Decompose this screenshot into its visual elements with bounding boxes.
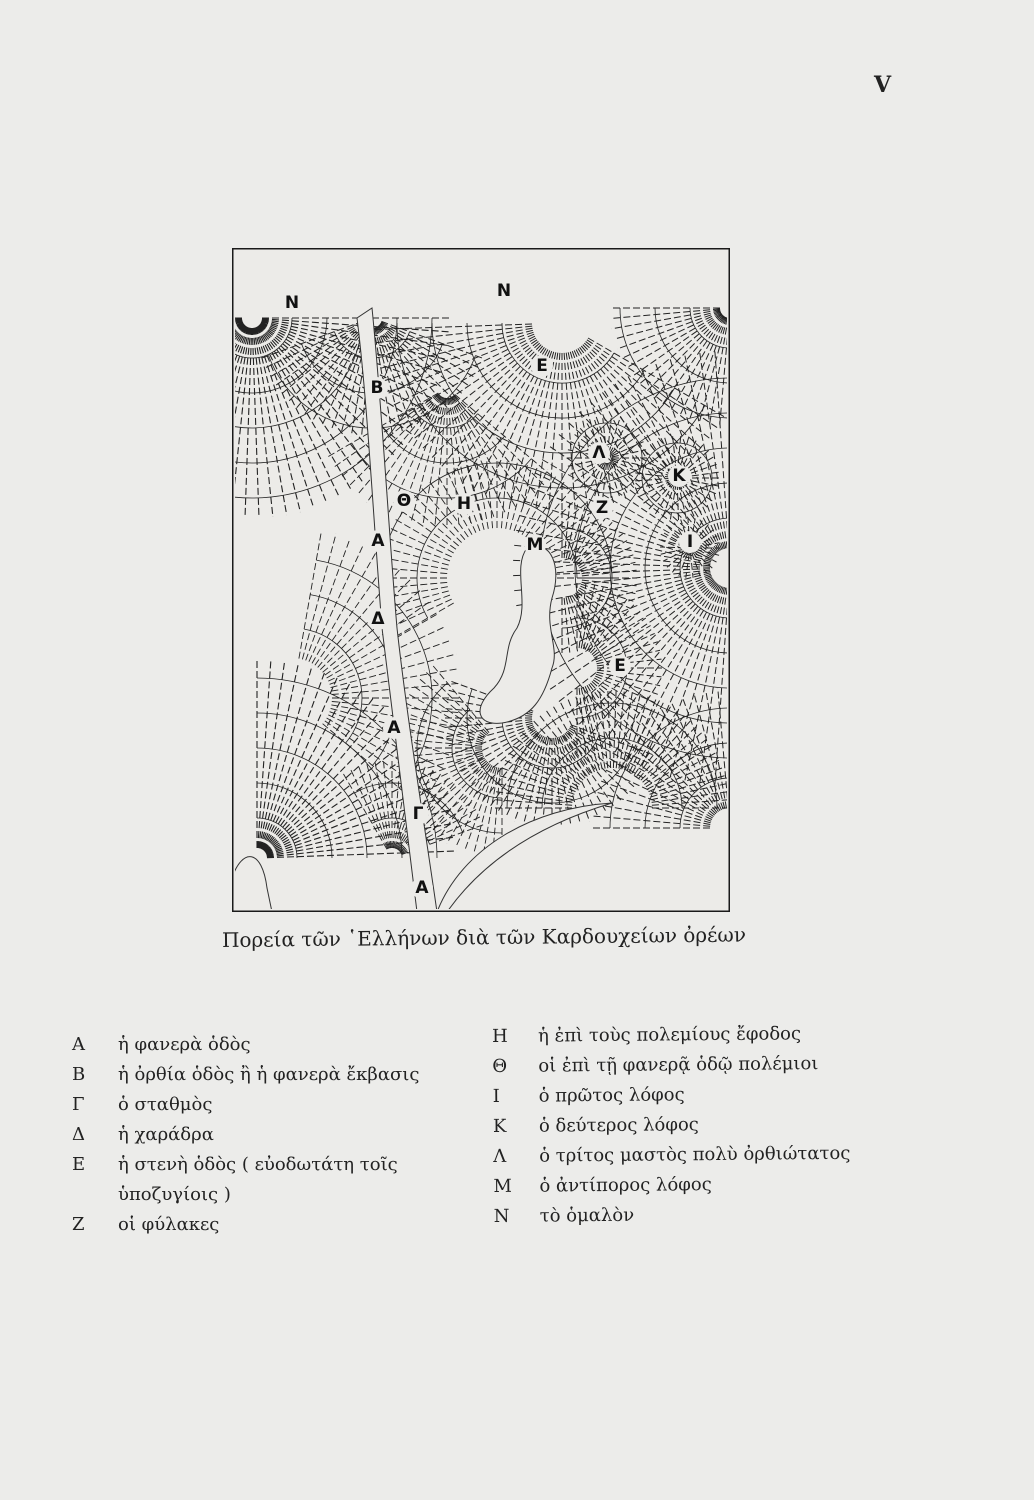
legend-letter: Δ <box>72 1124 85 1145</box>
map-letter-label: Η <box>456 494 472 514</box>
legend-letter: Α <box>72 1034 85 1055</box>
legend-row <box>72 1150 472 1210</box>
legend-text: ὁ δεύτερος λόφος <box>538 1114 699 1137</box>
map-letter-label: Λ <box>592 443 606 463</box>
legend-row <box>492 1018 912 1052</box>
legend-letter: Ε <box>72 1154 86 1175</box>
legend-text: τὸ ὁμαλὸν <box>539 1204 635 1227</box>
legend-row <box>493 1108 913 1142</box>
legend-text: ἡ φανερὰ ὁδὸς <box>118 1034 251 1055</box>
map-letter-label: Β <box>370 378 384 398</box>
legend-letter: Μ <box>493 1175 512 1197</box>
legend-letter: Κ <box>492 1115 507 1137</box>
map-letter-label: Μ <box>526 535 544 555</box>
legend-row <box>72 1120 472 1150</box>
map-letter-label: Κ <box>672 466 686 486</box>
legend-row <box>493 1138 913 1172</box>
legend-text: ὁ τρίτος μαστὸς πολὺ ὀρθιώτατος <box>539 1142 851 1167</box>
map-letter-label: Α <box>387 718 401 738</box>
legend-letter: Β <box>72 1064 86 1085</box>
legend-row <box>72 1090 472 1120</box>
map-letter-label: Θ <box>396 491 412 511</box>
legend-row <box>72 1030 472 1060</box>
legend-letter: Θ <box>492 1055 508 1077</box>
map-letter-label: Ε <box>614 656 626 676</box>
map-letter-label: Ζ <box>595 498 609 518</box>
map-letter-label: Ν <box>496 281 512 301</box>
legend-text: ἡ ἐπὶ τοὺς πολεμίους ἔφοδος <box>538 1023 802 1047</box>
legend-letter: Ι <box>492 1085 500 1107</box>
legend-text: ἡ ὀρθία ὁδὸς ἢ ἡ φανερὰ ἔκβασις <box>118 1064 420 1085</box>
legend-right <box>492 1018 914 1232</box>
legend-row <box>493 1078 913 1112</box>
legend-row <box>492 1048 912 1082</box>
map <box>232 248 730 912</box>
map-letter-label: Γ <box>412 804 424 824</box>
page-number: V <box>874 72 892 98</box>
legend-row <box>494 1198 914 1232</box>
map-letter-label: Ν <box>284 293 300 313</box>
legend-text: ὁ πρῶτος λόφος <box>538 1084 685 1107</box>
map-letter-label: Ι <box>686 532 694 552</box>
map-letter-label: Α <box>415 878 429 898</box>
legend-text: οἱ φύλακες <box>118 1214 220 1235</box>
map-letter-label: Ε <box>536 356 548 376</box>
legend-letter: Ν <box>493 1205 510 1227</box>
legend-text: ἡ στενὴ ὁδὸς ( εὐοδωτάτη τοῖς ὑποζυγίοις ) <box>118 1154 398 1205</box>
legend-letter: Η <box>492 1025 508 1047</box>
map-caption: Πορεία τῶν ῾Ελλήνων διὰ τῶν Καρδουχείων ὀρέων <box>221 922 747 952</box>
legend-letter: Γ <box>72 1094 85 1115</box>
legend-text: οἱ ἐπὶ τῇ φανερᾷ ὁδῷ πολέμιοι <box>538 1053 819 1077</box>
legend-left <box>72 1030 472 1240</box>
legend-row <box>72 1060 472 1090</box>
legend-text: ὁ ἀντίπορος λόφος <box>539 1174 712 1197</box>
map-letter-label: Α <box>371 531 385 551</box>
legend-row <box>72 1210 472 1240</box>
legend-row <box>493 1168 913 1202</box>
map-illustration <box>232 248 730 912</box>
legend-letter: Λ <box>493 1145 507 1167</box>
map-letter-label: Δ <box>371 609 385 629</box>
legend-letter: Ζ <box>72 1214 85 1235</box>
legend-text: ὁ σταθμὸς <box>118 1094 213 1115</box>
legend-text: ἡ χαράδρα <box>118 1124 214 1145</box>
